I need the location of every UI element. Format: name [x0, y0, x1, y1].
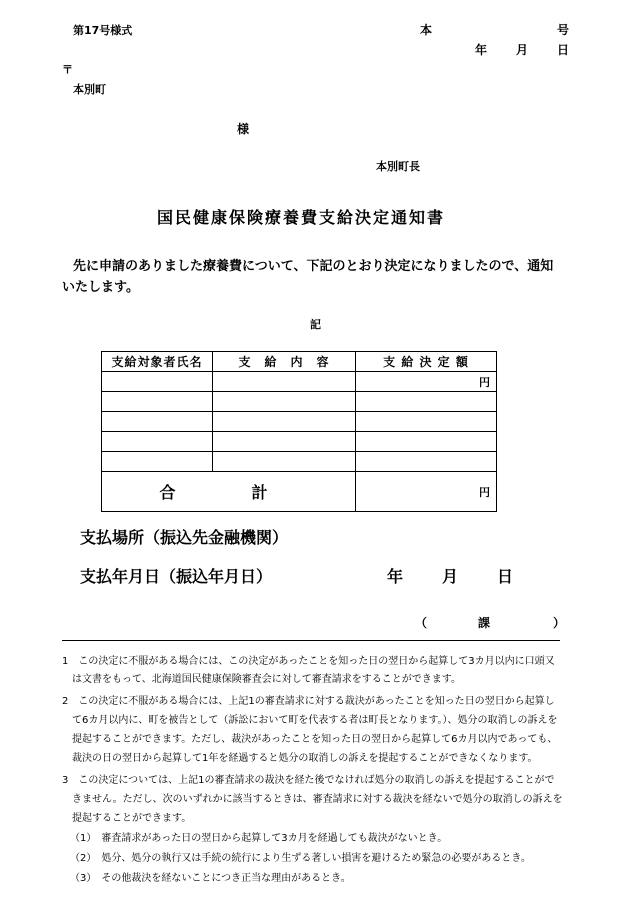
note-line: 提起することができます。	[62, 813, 192, 824]
content-cell[interactable]	[213, 432, 356, 452]
date-year: 年	[475, 43, 488, 57]
table-row	[102, 392, 497, 412]
col-header-amount: 支 給 決 定 額	[356, 352, 497, 372]
doc-number-suffix: 号	[557, 23, 570, 37]
document-title: 国民健康保険療養費支給決定通知書	[157, 208, 446, 227]
amount-cell[interactable]	[356, 412, 497, 432]
recipient-cell[interactable]	[102, 432, 213, 452]
section-paren-close: ）	[553, 616, 566, 630]
section-ka: 課	[478, 616, 491, 630]
issuer: 本別町長	[376, 160, 420, 173]
note-line: 裁決の日の翌日から起算して1年を経過すると処分の取消しの訴えを提起することができなくなります。	[62, 753, 538, 764]
content-cell[interactable]	[213, 412, 356, 432]
section-paren-open: （	[415, 616, 428, 630]
recipient-cell[interactable]	[102, 372, 213, 392]
note-line: は文書をもって、北海道国民健康保険審査会に対して審査請求をすることができます。	[62, 674, 461, 685]
recipient-cell[interactable]	[102, 452, 213, 472]
table-row	[102, 432, 497, 452]
content-cell[interactable]	[213, 452, 356, 472]
ki-label: 記	[310, 318, 321, 331]
note-line: （1） 審査請求があった日の翌日から起算して3カ月を経過しても裁決がないとき。	[70, 833, 448, 844]
note-line: 2 この決定に不服がある場合には、上記1の審査請求に対する裁決があったことを知った日の翌日から起算し	[62, 696, 555, 707]
addressee-honorific: 様	[237, 122, 250, 136]
recipient-cell[interactable]	[102, 412, 213, 432]
note-line: きません。ただし、次のいずれかに該当するときは、審査請求に対する裁決を経ないで処分の取消しの訴えを	[62, 794, 563, 805]
col-header-content: 支 給 内 容	[213, 352, 356, 372]
date-month: 月	[516, 43, 529, 57]
recipient-cell[interactable]	[102, 392, 213, 412]
amount-cell[interactable]	[356, 452, 497, 472]
table-row	[102, 412, 497, 432]
amount-cell[interactable]: 円	[356, 372, 497, 392]
total-row	[102, 472, 497, 512]
total-label: 合 計	[102, 472, 356, 512]
payment-date-month: 月	[442, 567, 459, 586]
payment-date-label: 支払年月日（振込年月日）	[80, 567, 273, 586]
addressee-town: 本別町	[73, 83, 106, 96]
table-row	[102, 372, 497, 392]
total-amount-cell[interactable]: 円	[356, 472, 497, 512]
form-number: 第17号様式	[73, 24, 133, 37]
divider-line	[62, 640, 560, 641]
note-line: （2） 処分、処分の執行又は手続の続行により生ずる著しい損害を避けるため緊急の必要があるとき。	[70, 853, 531, 864]
payment-place-label: 支払場所（振込先金融機関）	[80, 528, 289, 547]
payment-date-day: 日	[497, 567, 514, 586]
date-day: 日	[557, 43, 570, 57]
amount-cell[interactable]	[356, 432, 497, 452]
payment-table	[101, 351, 497, 512]
note-line: 1 この決定に不服がある場合には、この決定があったことを知った日の翌日から起算して3カ月以内に口頭又	[62, 656, 555, 667]
amount-cell[interactable]	[356, 392, 497, 412]
table-row	[102, 452, 497, 472]
body-text-line2: いたします。	[62, 280, 139, 295]
doc-number-prefix: 本	[420, 23, 433, 37]
note-line: て6カ月以内に、町を被告として（訴訟において町を代表する者は町長となります。）、処分の取消しの訴えを	[62, 715, 558, 726]
col-header-recipient: 支給対象者氏名	[102, 352, 213, 372]
body-text-line1: 先に申請のありました療養費について、下記のとおり決定になりましたので、通知	[73, 259, 554, 274]
payment-date-year: 年	[387, 567, 404, 586]
note-line: 3 この決定については、上記1の審査請求の裁決を経た後でなければ処分の取消しの訴えを提起することがで	[62, 775, 555, 786]
postal-mark: 〒	[62, 63, 73, 76]
note-line: （3） その他裁決を経ないことにつき正当な理由があるとき。	[70, 873, 351, 884]
note-line: 提起することができます。ただし、裁決があったことを知った日の翌日から起算して6カ月以内であっても、	[62, 734, 558, 745]
content-cell[interactable]	[213, 372, 356, 392]
content-cell[interactable]	[213, 392, 356, 412]
